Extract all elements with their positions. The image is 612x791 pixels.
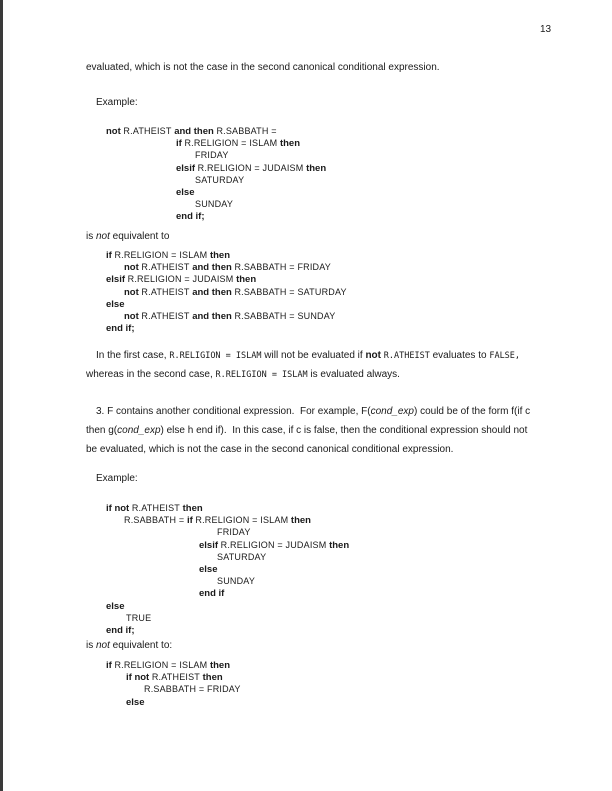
code-line	[124, 286, 347, 299]
code-line	[124, 261, 331, 274]
code-line	[144, 683, 241, 696]
code-keyword: and then	[189, 262, 235, 274]
code-keyword: if not	[126, 672, 152, 684]
code-line	[217, 526, 251, 539]
code-keyword: if	[184, 515, 196, 527]
code-identifier: R.SABBATH =	[124, 515, 185, 526]
code-keyword: elsif	[176, 162, 198, 174]
code-keyword: then	[207, 660, 231, 671]
code-line	[217, 551, 266, 564]
code-keyword: else	[176, 187, 195, 198]
code-line	[176, 162, 326, 175]
code-keyword: then	[303, 162, 327, 174]
code-line	[195, 149, 229, 162]
code-identifier: R.SABBATH =	[216, 126, 277, 136]
code-line	[106, 249, 230, 262]
code-identifier: R.ATHEIST	[151, 672, 200, 683]
code-identifier: R.SABBATH = SUNDAY	[234, 311, 336, 321]
code-line	[176, 137, 300, 150]
code-line	[217, 575, 255, 588]
code-line	[199, 563, 218, 576]
code-identifier: FRIDAY	[195, 150, 229, 161]
code-line	[126, 671, 223, 684]
code-line	[106, 659, 230, 672]
code-keyword: and then	[171, 126, 217, 137]
code-line	[176, 210, 205, 223]
code-keyword: not	[124, 311, 142, 322]
code-identifier: SUNDAY	[195, 199, 234, 210]
code-line	[199, 539, 349, 552]
paragraph-first-case-line-2: whereas in the second case, R.RELIGION = ISLAM is evaluated always.	[86, 369, 400, 380]
code-identifier: R.RELIGION = JUDAISM	[220, 539, 327, 550]
code-line	[106, 298, 125, 311]
code-keyword: then	[277, 138, 301, 150]
code-line	[124, 310, 335, 323]
code-keyword: not	[124, 262, 142, 274]
example-label: Example:	[96, 97, 138, 108]
code-keyword: elsif	[106, 274, 128, 286]
code-keyword: then	[326, 539, 350, 551]
code-keyword: if	[106, 250, 115, 261]
code-line	[199, 587, 224, 600]
paragraph-3-line-3: be evaluated, which is not the case in the second canonical conditional expression.	[86, 444, 454, 455]
code-keyword: if not	[106, 503, 132, 514]
code-line	[126, 612, 151, 625]
code-line	[195, 198, 233, 211]
code-keyword: end if	[199, 588, 225, 600]
code-identifier: FRIDAY	[217, 527, 251, 538]
code-keyword: else	[106, 600, 125, 612]
page-number: 13	[540, 24, 552, 35]
paragraph-3-line-1: 3. F contains another conditional expression. For example, F(cond_exp) could be of the form f(if c	[96, 406, 531, 417]
not-equivalent-line: is not equivalent to	[86, 231, 170, 242]
paragraph-first-case-line-1: In the first case, R.RELIGION = ISLAM will not be evaluated if not R.ATHEIST evaluates to FALSE,	[96, 350, 521, 361]
left-margin-rule	[0, 0, 3, 791]
code-identifier: SATURDAY	[217, 551, 267, 562]
paragraph-3-line-2: then g(cond_exp) else h end if). In this case, if c is false, then the conditional expression should not	[86, 425, 528, 436]
code-identifier: R.ATHEIST	[141, 286, 190, 297]
code-identifier: R.ATHEIST	[123, 126, 172, 136]
code-keyword: then	[288, 515, 311, 527]
paragraph-evaluated: evaluated, which is not the case in the second canonical conditional expression.	[86, 62, 440, 73]
code-line	[126, 696, 145, 709]
code-line	[106, 600, 125, 613]
code-line	[106, 273, 256, 286]
code-identifier: TRUE	[126, 612, 152, 623]
code-identifier: R.RELIGION = JUDAISM	[127, 274, 234, 285]
code-keyword: not	[106, 126, 124, 137]
code-line	[124, 514, 311, 527]
code-identifier: R.RELIGION = ISLAM	[195, 515, 289, 526]
code-line	[176, 186, 195, 199]
code-keyword: and then	[189, 311, 235, 322]
code-keyword: if	[176, 138, 185, 150]
code-identifier: R.SABBATH = FRIDAY	[234, 262, 331, 273]
code-keyword: elsif	[199, 539, 221, 551]
code-identifier: R.ATHEIST	[141, 311, 190, 321]
code-keyword: end if;	[176, 211, 205, 223]
code-keyword: then	[207, 250, 231, 261]
code-keyword: then	[180, 503, 203, 514]
code-keyword: then	[200, 672, 223, 684]
code-keyword: not	[124, 286, 142, 298]
code-identifier: R.SABBATH = SATURDAY	[234, 286, 347, 297]
code-identifier: R.RELIGION = ISLAM	[114, 660, 208, 670]
code-identifier: R.RELIGION = ISLAM	[184, 138, 278, 149]
code-identifier: SUNDAY	[217, 576, 256, 587]
code-keyword: end if;	[106, 323, 135, 335]
code-identifier: R.ATHEIST	[141, 262, 190, 273]
code-line	[106, 322, 135, 335]
code-identifier: R.RELIGION = JUDAISM	[197, 162, 304, 173]
code-keyword: else	[126, 696, 145, 708]
not-equivalent-line: is not equivalent to:	[86, 640, 173, 651]
code-keyword: and then	[189, 286, 235, 298]
code-line	[106, 624, 135, 637]
code-keyword: else	[199, 564, 218, 575]
code-keyword: if	[106, 660, 115, 671]
code-keyword: else	[106, 298, 125, 310]
code-line	[106, 502, 203, 515]
code-line	[195, 174, 244, 187]
example-label: Example:	[96, 473, 138, 484]
code-keyword: end if;	[106, 625, 135, 636]
code-keyword: then	[233, 274, 257, 286]
code-identifier: SATURDAY	[195, 174, 245, 185]
code-line	[106, 125, 277, 138]
code-identifier: R.ATHEIST	[131, 503, 180, 513]
code-identifier: R.RELIGION = ISLAM	[114, 250, 208, 260]
code-identifier: R.SABBATH = FRIDAY	[144, 684, 241, 695]
